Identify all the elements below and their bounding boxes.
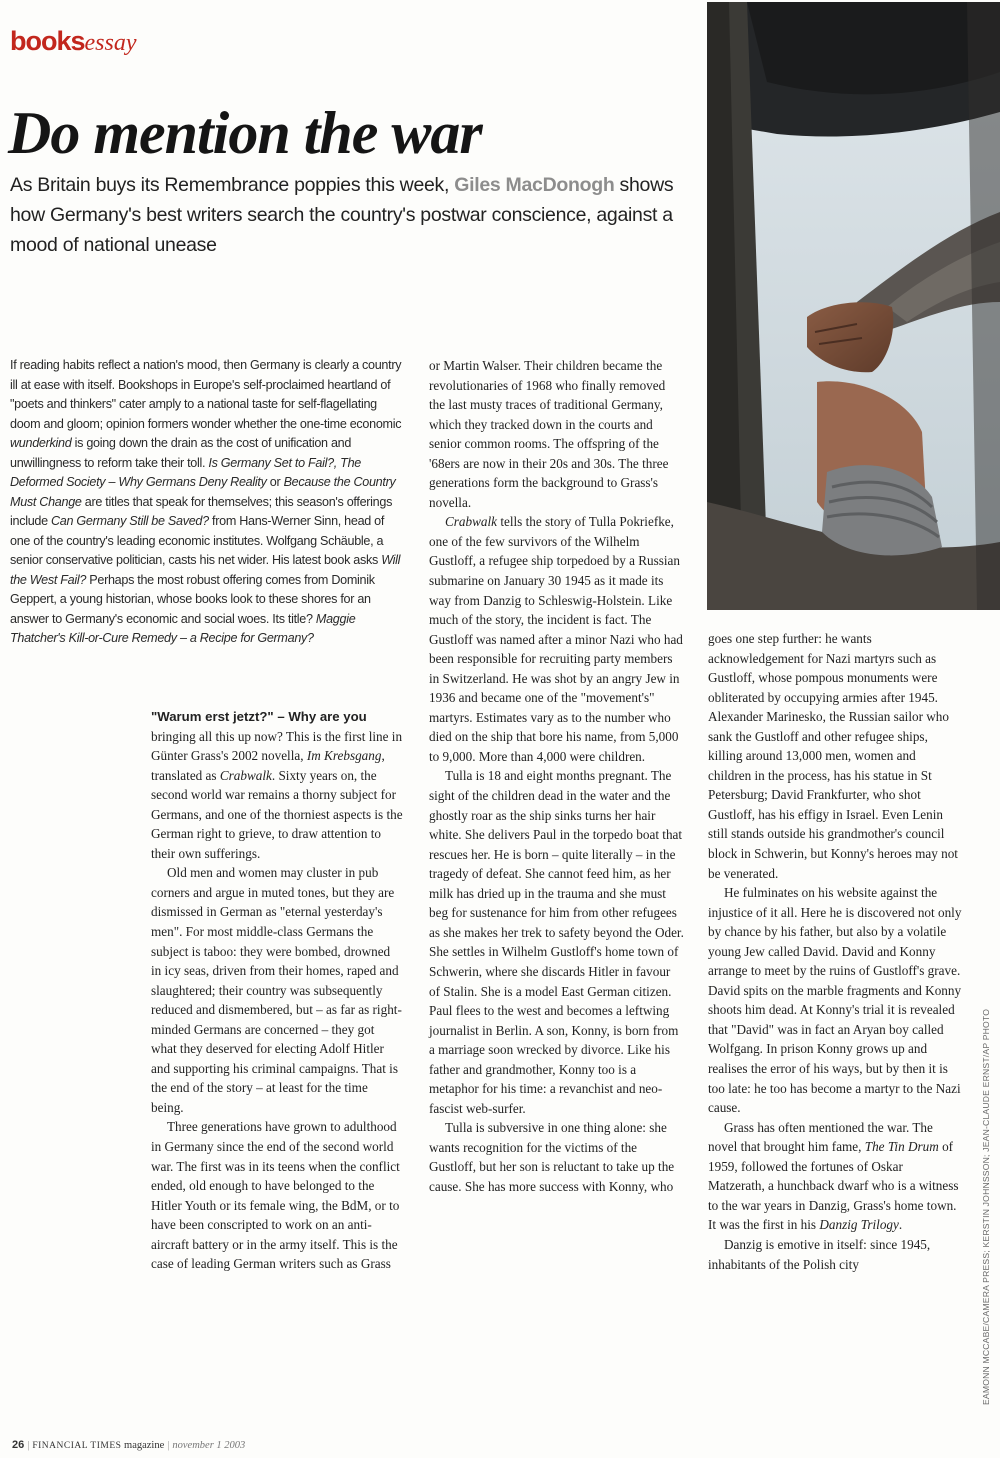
article-photo [707,2,1000,610]
page-footer [12,1438,245,1453]
body-text: bringing all this up now? This is the first line in Günter Grass's 2002 novella, [151,728,403,764]
body-text: . Sixty years on, the second world war remains a thorny subject for Germans, and one of the thorniest aspects is the German right to grieve, to draw attention to their own sufferings. [151,767,403,861]
intro-text: or [266,475,284,489]
intro-italic: Will the West Fail? [10,553,401,587]
issue-date: november 1 2003 [172,1440,246,1451]
intro-paragraph [10,356,406,649]
standfirst-text: shows how Germany's best writers search the country's postwar conscience, against a mood of national unease [10,174,674,256]
author-name: Giles MacDonogh [454,174,615,196]
section-label [10,24,137,60]
photo-image [707,2,1000,610]
intro-italic: Can Germany Still be Saved? [51,514,209,528]
section-books: books [10,26,85,56]
body-column-1 [151,707,403,1274]
footer-separator: | [27,1440,30,1451]
section-essay: essay [84,30,137,56]
page-number: 26 [12,1439,25,1451]
book-title: Crabwalk [445,514,498,530]
body-text: . [898,1217,903,1233]
book-title: Crabwalk [219,767,272,783]
body-paragraph: Tulla is subversive in one thing alone: she wants recognition for the victims of the Gustloff, but her son is reluctant to take up the cause. She has more success with Konny, who [429,1120,675,1194]
body-paragraph: goes one step further: he wants acknowledgement for Nazi martyrs such as Gustloff, whose pompous monuments were obliterated by occupying armies after 1945. Alexander Marinesko, the Russian sailor who sank the Gustloff and other refugee ships, killing around 13,000 men, women and children in the process, has his statue in St Petersburg; David Frankfurter, who shot Gustloff, has his effigy in Israel. Even Lenin still stands outside his grandmother's council block in Schwerin, but Konny's heroes may not be venerated. [708,631,958,881]
body-paragraph: Three generations have grown to adulthood in Germany since the end of the second world war. The first was in its teens when the conflict ended, old enough to have belonged to the Hitler Youth or its female wing, the BdM, or to have been conscripted to work on an anti-aircraft battery or in the army itself. This is the case of leading German writers such as Grass [151,1119,400,1272]
intro-text: If reading habits reflect a nation's mood, then Germany is clearly a country ill at ease with itself. Bookshops in Europe's self-proclaimed heartland of "poets and thinkers" cater amply to a national taste for self-flagellating doom and gloom; opinion formers wonder whether the one-time economic [10,358,402,431]
body-paragraph: Old men and women may cluster in pub corners and argue in muted tones, but they are dismissed in German as "eternal yesterday's men". For most middle-class Germans the subject is taboo: they were bombed, drowned in icy seas, driven from their homes, raped and slaughtered; their country was subsequently reduced and dismembered, but – as far as right-minded Germans are concerned – they got what they deserved for electing Adolf Hitler and supporting his criminal campaigns. That is the end of the story – at least for the time being. [151,865,402,1115]
intro-text: from Hans-Werner Sinn, head of one of the country's leading economic institutes. Wolfgang Schäuble, a senior conservative politician, casts his net wider. His latest book asks [10,514,385,567]
body-column-3 [708,629,962,1274]
book-title: The Tin Drum [864,1139,939,1155]
intro-text: is going down the drain as the cost of unification and unwillingness to reform take their toll. [10,436,352,470]
body-paragraph: Tulla is 18 and eight months pregnant. The sight of the children dead in the water and the ghostly roar as the ship sinks turns her hair white. She delivers Paul in the torpedo boat that rescues her. He is born – quite literally – in the tragedy of defeat. She cannot feed him, as her milk has dried up in the trauma and she must beg for sustenance for him from other refugees as she makes her trek to safety beyond the Oder. She settles in Wilhelm Gustloff's home town of Schwerin, where she discards Hitler in favour of Stalin. She is a model East German citizen. Paul flees to the west and becomes a leftwing journalist in Berlin. A son, Konny, is born from a marriage soon wrecked by divorce. Like his father and grandmother, Konny too is a metaphor for his time: a revanchist and neo-fascist web-surfer. [429,768,684,1116]
body-paragraph [429,512,684,766]
headline: Do mention the war [8,100,482,166]
body-paragraph [151,707,403,863]
intro-text: Perhaps the most robust offering comes from Dominik Geppert, a young historian, whose books look to these shores for an answer to Germany's economic and social woes. Its title? [10,572,375,626]
body-text: of 1959, followed the fortunes of Oskar Matzerath, a hunchback dwarf who is a witness to the war years in Danzig, Grass's home town. It was the first in his [708,1139,959,1233]
body-text: tells the story of Tulla Pokriefke, one of the few survivors of the Wilhelm Gustloff, a refugee ship torpedoed by a Russian submarine on January 30 1945 as it made its way from Danzig to Schleswig-Holstein. Like much of the story, the incident is fact. The Gustloff was named after a minor Nazi who had been responsible for recruiting party members in Switzerland. He was shot by an angry Jew in 1936 and became one of the "movement's" martyrs. Estimates vary as to the number who died on the ship that bore his name, from 5,000 to 9,000. More than 4,000 were children. [429,514,683,764]
body-text: , translated as [151,748,385,783]
intro-italic: Is Germany Set to Fail?, The Deformed Society – Why Germans Deny Reality [10,455,361,489]
footer-separator: | [167,1440,170,1451]
publication-magazine: magazine [124,1440,165,1451]
book-title: Danzig Trilogy [819,1217,899,1233]
body-paragraph: He fulminates on his website against the injustice of it all. Here he is discovered not only by chance by his father, but also by a volatile young Jew called David. David and Konny arrange to meet by the ruins of Gustloff's grave. David spits on the marble fragments and Konny shoots him dead. At Konny's trial it is revealed that "David" was in fact an Aryan boy called Wolfgang. In prison Konny grows up and realises the error of his ways, but by then it is too late: he too has become a martyr to the Nazi cause. [708,885,962,1116]
intro-text: are titles that speak for themselves; this season's offerings include [10,494,393,528]
lead-in: "Warum erst jetzt?" – Why are you [151,709,367,724]
body-paragraph: or Martin Walser. Their children became the revolutionaries of 1968 who finally removed the last musty traces of traditional Germany, which they tracked down in the courts and senior common rooms. The offspring of the '68ers are now in their 20s and 30s. The three generations form the background to Grass's novella. [429,358,669,510]
intro-italic: wunderkind [10,436,72,450]
standfirst [10,170,700,260]
book-title: Im Krebsgang [306,748,382,764]
intro-italic: Maggie Thatcher's Kill-or-Cure Remedy – a Recipe for Germany? [10,611,356,645]
photo-credit: EAMONN MCCABE/CAMERA PRESS; KERSTIN JOHNSSON; JEAN-CLAUDE ERNST/AP PHOTO [981,1008,991,1405]
body-paragraph: Danzig is emotive in itself: since 1945, inhabitants of the Polish city [708,1236,931,1272]
body-paragraph [708,1118,962,1235]
body-text: Grass has often mentioned the war. The novel that brought him fame, [708,1119,933,1155]
intro-italic: Because the Country Must Change [10,475,396,509]
standfirst-text: As Britain buys its Remembrance poppies this week, [10,174,455,196]
body-column-2 [429,356,684,1197]
publication-name: FINANCIAL TIMES [32,1441,122,1451]
